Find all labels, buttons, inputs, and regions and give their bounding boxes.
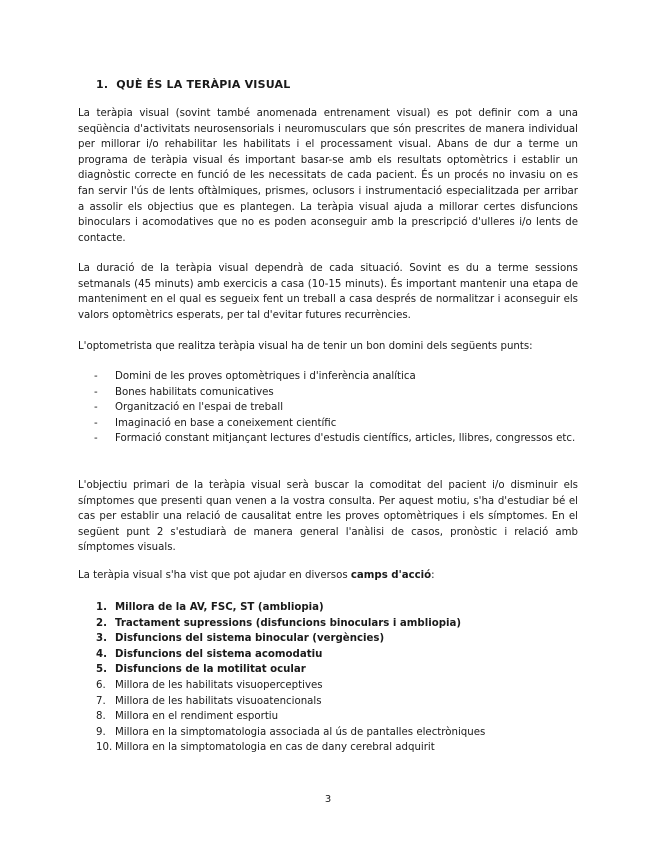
skills-list: [94, 369, 578, 447]
fields-list-number: 2.: [96, 617, 107, 629]
fields-intro-colon: :: [431, 570, 435, 581]
fields-list-item: [96, 662, 578, 678]
fields-list-number: 7.: [96, 695, 106, 707]
fields-list-item: [96, 725, 578, 741]
fields-list-number: 6.: [96, 679, 106, 691]
paragraph-optometrist-skills-intro: L'optometrista que realitza teràpia visual ha de tenir un bon domini dels següents punts:: [78, 341, 533, 352]
fields-list-item-text: Disfuncions de la motilitat ocular: [115, 664, 306, 676]
paragraph-objective: L'objectiu primari de la teràpia visual serà buscar la comoditat del pacient i/o disminuir els símptomes que presenti quan venen a la vostra consulta. Per aquest motiu, s'ha d'estudiar bé el cas per establir una relació de causalitat entre les proves optomètriques i els símptomes. En el següent punt 2 s'estudiarà de manera general l'anàlisi de casos, pronòstic i relació amb símptomes visuals.: [78, 480, 578, 554]
fields-list-item-text: Disfuncions del sistema binocular (vergències): [115, 633, 385, 645]
paragraph-definition: La teràpia visual (sovint també anomenada entrenament visual) es pot definir com a una seqüència d'activitats neurosensorials i neuromusculars que són prescrites de manera individual per millorar i/o rehabilitar les habilitats i el processament visual. Abans de dur a terme un programa de teràpia visual és important basar-se amb els resultats optomètrics i establir un diagnòstic correcte en funció de les necessitats de cada pacient. És un procés no invasiu on es fan servir l'ús de lents oftàlmiques, prismes, oclusors i instrumentació especialitzada per arribar a assolir els objectius que es plantegen. La teràpia visual ajuda a millorar certes disfuncions binoculars i acomodatives que no es poden aconseguir amb la prescripció d'ulleres i/o lents de contacte.: [78, 108, 578, 244]
dash-marker: -: [94, 402, 98, 414]
skills-list-item: [94, 369, 578, 385]
skills-list-item: [94, 416, 578, 432]
fields-list-item-text: Disfuncions del sistema acomodatiu: [115, 648, 323, 660]
fields-list-number: 5.: [96, 664, 107, 676]
fields-intro-text: La teràpia visual s'ha vist que pot ajudar en diversos: [78, 570, 351, 581]
skills-list-item: [94, 400, 578, 416]
document-page: [78, 0, 578, 848]
fields-list-number: 1.: [96, 602, 107, 613]
fields-list-item: [96, 740, 578, 756]
fields-list-item: [96, 709, 578, 725]
fields-list: [96, 600, 578, 756]
section-heading: [96, 78, 290, 91]
page-number: 3: [324, 794, 332, 805]
paragraph-duration: La duració de la teràpia visual dependrà de cada situació. Sovint es du a terme sessions setmanals (45 minuts) amb exercicis a casa (10-15 minuts). És important mantenir una etapa de manteniment en el qual es segueix fent un treball a casa després de normalitzar i aconseguir els valors optomètrics esperats, per tal d'evitar futures recurrències.: [78, 263, 578, 321]
fields-list-item: [96, 616, 578, 632]
dash-marker: -: [94, 371, 98, 382]
dash-marker: -: [94, 386, 98, 398]
fields-list-item-text: Tractament supressions (disfuncions binoculars i ambliopia): [115, 617, 462, 629]
fields-list-item-text: Millora en la simptomatologia en cas de dany cerebral adquirit: [115, 742, 435, 754]
dash-marker: -: [94, 433, 98, 445]
fields-list-item-text: Millora de les habilitats visuoatencionals: [115, 695, 322, 707]
fields-list-number: 9.: [96, 726, 106, 738]
skills-list-item-text: Imaginació en base a coneixement científic: [115, 417, 337, 429]
skills-list-item: [94, 431, 578, 447]
fields-list-item-text: Millora de les habilitats visuoperceptives: [115, 679, 323, 691]
fields-list-number: 8.: [96, 711, 106, 723]
skills-list-item-text: Bones habilitats comunicatives: [115, 386, 274, 398]
section-title: QUÈ ÉS LA TERÀPIA VISUAL: [116, 78, 291, 91]
skills-list-item-text: Domini de les proves optomètriques i d'inferència analítica: [115, 371, 416, 382]
fields-list-item: [96, 678, 578, 694]
fields-list-item: [96, 600, 578, 616]
fields-list-number: 3.: [96, 633, 107, 645]
fields-list-number: 4.: [96, 648, 107, 660]
skills-list-item-text: Organització en l'espai de treball: [115, 402, 284, 414]
fields-list-number: 10.: [96, 742, 113, 754]
fields-list-item: [96, 647, 578, 663]
fields-list-item: [96, 694, 578, 710]
skills-list-item-text: Formació constant mitjançant lectures d'estudis científics, articles, llibres, congressos etc.: [115, 433, 576, 445]
fields-list-item-text: Millora en la simptomatologia associada al ús de pantalles electròniques: [115, 726, 486, 738]
fields-list-item: [96, 631, 578, 647]
dash-marker: -: [94, 417, 98, 429]
fields-intro-bold: camps d'acció: [350, 570, 432, 581]
skills-list-item: [94, 385, 578, 401]
fields-list-item-text: Millora de la AV, FSC, ST (ambliopia): [115, 602, 324, 613]
paragraph-fields-intro: [78, 568, 578, 584]
section-number: 1.: [96, 78, 109, 91]
fields-list-item-text: Millora en el rendiment esportiu: [115, 711, 279, 723]
